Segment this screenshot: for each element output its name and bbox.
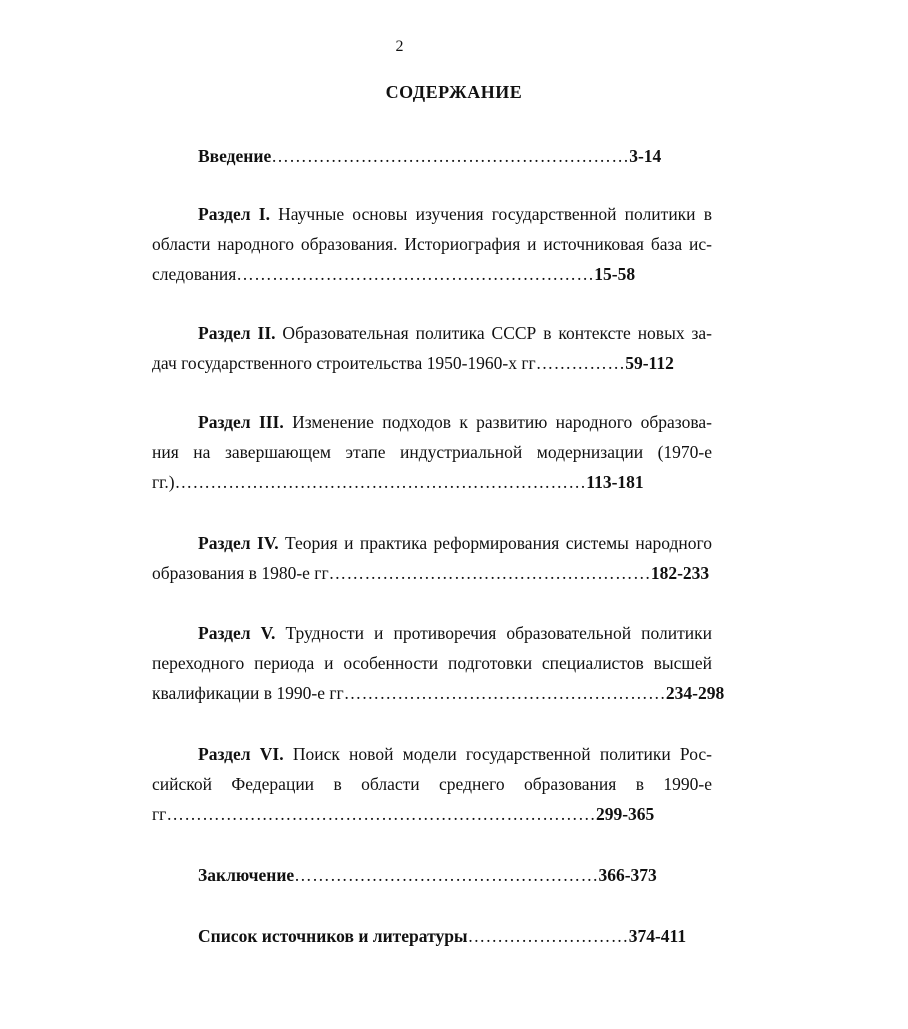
toc-leader-dots: …………… bbox=[535, 353, 626, 373]
toc-line bbox=[152, 769, 712, 799]
toc-page-range: 182-233 bbox=[650, 563, 710, 583]
toc-entry-section-2[interactable] bbox=[152, 318, 712, 378]
toc-line bbox=[152, 141, 712, 171]
toc-entry-heading: Раздел V. bbox=[198, 623, 276, 643]
toc-entry-heading: Раздел IV. bbox=[198, 533, 279, 553]
toc-leader-dots: …………………………………………………… bbox=[236, 264, 595, 284]
toc-page-range: 299-365 bbox=[595, 804, 655, 824]
toc-entry-heading: Заключение bbox=[198, 865, 295, 885]
toc-leader-dots: ……………………………………………… bbox=[343, 683, 666, 703]
toc-entry-text: гг.) bbox=[152, 472, 175, 492]
toc-line bbox=[152, 437, 712, 467]
toc-entry-heading: Раздел II. bbox=[198, 323, 276, 343]
toc-entry-heading: Введение bbox=[198, 146, 272, 166]
toc-entry-heading: Список источников и литературы bbox=[198, 926, 468, 946]
toc-leader-dots: ……………………………………………………………… bbox=[166, 804, 596, 824]
toc-line bbox=[152, 618, 712, 648]
toc-line bbox=[152, 407, 712, 437]
toc-line bbox=[152, 739, 712, 769]
toc-line bbox=[152, 648, 712, 678]
toc-entry-text: следования bbox=[152, 264, 237, 284]
toc-entry-text: ния на завершающем этапе индустриальной модернизации (1970-е bbox=[152, 442, 712, 462]
toc-leader-dots: ……………………… bbox=[467, 926, 629, 946]
toc-entry-text: гг bbox=[152, 804, 167, 824]
toc-entry-section-4[interactable] bbox=[152, 528, 712, 588]
toc-entry-conclusion[interactable] bbox=[152, 860, 712, 890]
toc-page-range: 59-112 bbox=[625, 353, 674, 373]
toc-leader-dots: ……………………………………………… bbox=[328, 563, 651, 583]
toc-entry-text: Поиск новой модели государственной политики Рос- bbox=[283, 744, 712, 764]
toc-line bbox=[152, 678, 725, 708]
toc-page-range: 113-181 bbox=[586, 472, 644, 492]
toc-page-range: 15-58 bbox=[594, 264, 636, 284]
toc-entry-text: Изменение подходов к развитию народного образова- bbox=[283, 412, 712, 432]
toc-leader-dots: …………………………………………………… bbox=[271, 146, 630, 166]
toc-entry-text: Теория и практика реформирования системы народного bbox=[278, 533, 712, 553]
toc-page-range: 374-411 bbox=[628, 926, 687, 946]
page-title: СОДЕРЖАНИЕ bbox=[385, 82, 523, 102]
page-number: 2 bbox=[395, 38, 404, 55]
toc-entry-heading: Раздел VI. bbox=[198, 744, 284, 764]
toc-entry-text: образования в 1980-е гг bbox=[152, 563, 329, 583]
toc-entry-section-3[interactable] bbox=[152, 407, 712, 497]
toc-entry-introduction[interactable] bbox=[152, 141, 712, 171]
toc-entry-text: Научные основы изучения государственной политики в bbox=[269, 204, 712, 224]
toc-entry-text: квалификации в 1990-е гг bbox=[152, 683, 344, 703]
toc-entry-text: области народного образования. Историография и источниковая база ис- bbox=[152, 234, 712, 254]
toc-entry-heading: Раздел III. bbox=[198, 412, 284, 432]
toc-leader-dots: …………………………………………………………… bbox=[174, 472, 587, 492]
toc-entry-heading: Раздел I. bbox=[198, 204, 270, 224]
toc-line bbox=[152, 199, 712, 229]
toc-entry-text: переходного периода и особенности подготовки специалистов высшей bbox=[152, 653, 712, 673]
toc-entry-text: Образовательная политика СССР в контексте новых за- bbox=[275, 323, 713, 343]
toc-leader-dots: …………………………………………… bbox=[294, 865, 599, 885]
toc-entry-section-1[interactable] bbox=[152, 199, 712, 289]
toc-line bbox=[152, 799, 712, 829]
toc-entry-text: дач государственного строительства 1950-1960-х гг bbox=[152, 353, 536, 373]
toc-entry-section-5[interactable] bbox=[152, 618, 725, 708]
toc-page-range: 3-14 bbox=[629, 146, 662, 166]
toc-page-range: 234-298 bbox=[665, 683, 725, 703]
toc-entry-section-6[interactable] bbox=[152, 739, 712, 829]
toc-line bbox=[152, 860, 712, 890]
toc-line bbox=[152, 528, 712, 558]
toc-page-range: 366-373 bbox=[598, 865, 657, 885]
toc-entry-text: сийской Федерации в области среднего образования в 1990-е bbox=[152, 774, 712, 794]
toc-line bbox=[152, 229, 712, 259]
toc-entry-text: Трудности и противоречия образовательной политики bbox=[275, 623, 712, 643]
toc-line bbox=[152, 558, 712, 588]
toc-line bbox=[152, 348, 712, 378]
toc-line bbox=[152, 921, 712, 951]
toc-line bbox=[152, 259, 712, 289]
toc-line bbox=[152, 467, 712, 497]
toc-entry-bibliography[interactable] bbox=[152, 921, 712, 951]
toc-line bbox=[152, 318, 712, 348]
